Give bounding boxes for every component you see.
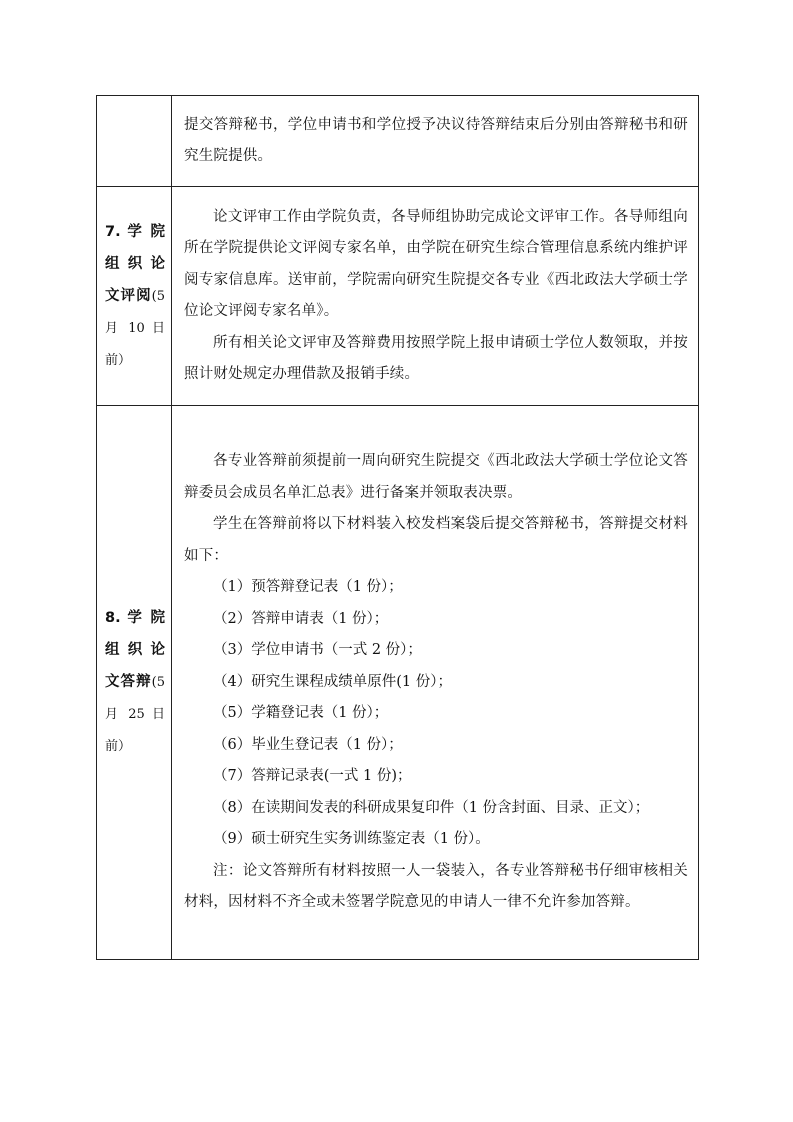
table-row-continuation [97,96,699,187]
material-list-item: （6）毕业生登记表（1 份）； [213,736,403,753]
step-date-inline: (5 [151,675,165,690]
step-date-line: 前） [105,352,132,368]
paragraph: 提交答辩秘书，学位申请书和学位授予决议待答辩结束后分别由答辩秘书和研究生院提供。 [184,116,688,164]
step-date-line: 月 25 日 [105,707,165,722]
material-list-item: （9）硕士研究生实务训练鉴定表（1 份）。 [213,831,490,848]
step-title-text: 文评阅 [105,287,152,304]
material-list-item: （4）研究生课程成绩单原件(1 份）； [213,673,452,690]
step-title-line [105,280,165,313]
step-date-line: 月 10 日 [105,320,165,336]
table-row-step-7 [97,187,699,406]
step-date-line: 前） [105,739,132,754]
step-cell-empty [97,96,172,187]
paragraph: 各专业答辩前须提前一周向研究生院提交《西北政法大学硕士学位论文答辩委员会成员名单汇总表》进行备案并领取表决票。 [184,453,688,501]
note-paragraph: 注：论文答辩所有材料按照一人一袋装入，各专业答辩秘书仔细审核相关材料，因材料不齐全或未签署学院意见的申请人一律不允许参加答辩。 [184,862,688,911]
paragraph: 论文评审工作由学院负责，各导师组协助完成论文评审工作。各导师组向所在学院提供论文评阅专家名单，由学院在研究生综合管理信息系统内维护评阅专家信息库。送审前，学院需向研究生院提交各专业《西北政法大学硕士学位论文评阅专家名单》。 [184,208,688,319]
step-title-line [105,666,165,699]
content-cell [172,96,699,187]
material-list-item: （7）答辩记录表(一式 1 份)； [213,768,412,785]
step-cell [97,187,172,406]
material-list-item: （8）在读期间发表的科研成果复印件（1 份含封面、目录、正文）； [213,799,650,816]
content-cell [172,187,699,406]
step-title-text: 文答辩 [105,674,152,690]
material-list-item: （3）学位申请书（一式 2 份）； [213,642,422,659]
step-title-line: 7. 学 院 [105,223,165,240]
table-row-step-8 [97,406,699,960]
step-cell [97,406,172,960]
step-date-inline: (5 [151,288,165,304]
step-title-line: 组 织 论 [105,642,165,658]
step-title-line: 组 织 论 [105,255,165,272]
material-list-item: （5）学籍登记表（1 份）； [213,705,389,722]
paragraph: 所有相关论文评审及答辩费用按照学院上报申请硕士学位人数领取，并按照计财处规定办理借款及报销手续。 [184,334,688,382]
material-list-item: （1）预答辩登记表（1 份）； [213,579,403,596]
paragraph: 学生在答辩前将以下材料装入校发档案袋后提交答辩秘书，答辩提交材料如下： [184,516,688,564]
content-cell [172,406,699,960]
material-list-item: （2）答辩申请表（1 份）； [213,610,389,627]
procedure-table [96,95,699,960]
step-title-line: 8. 学 院 [105,610,165,626]
